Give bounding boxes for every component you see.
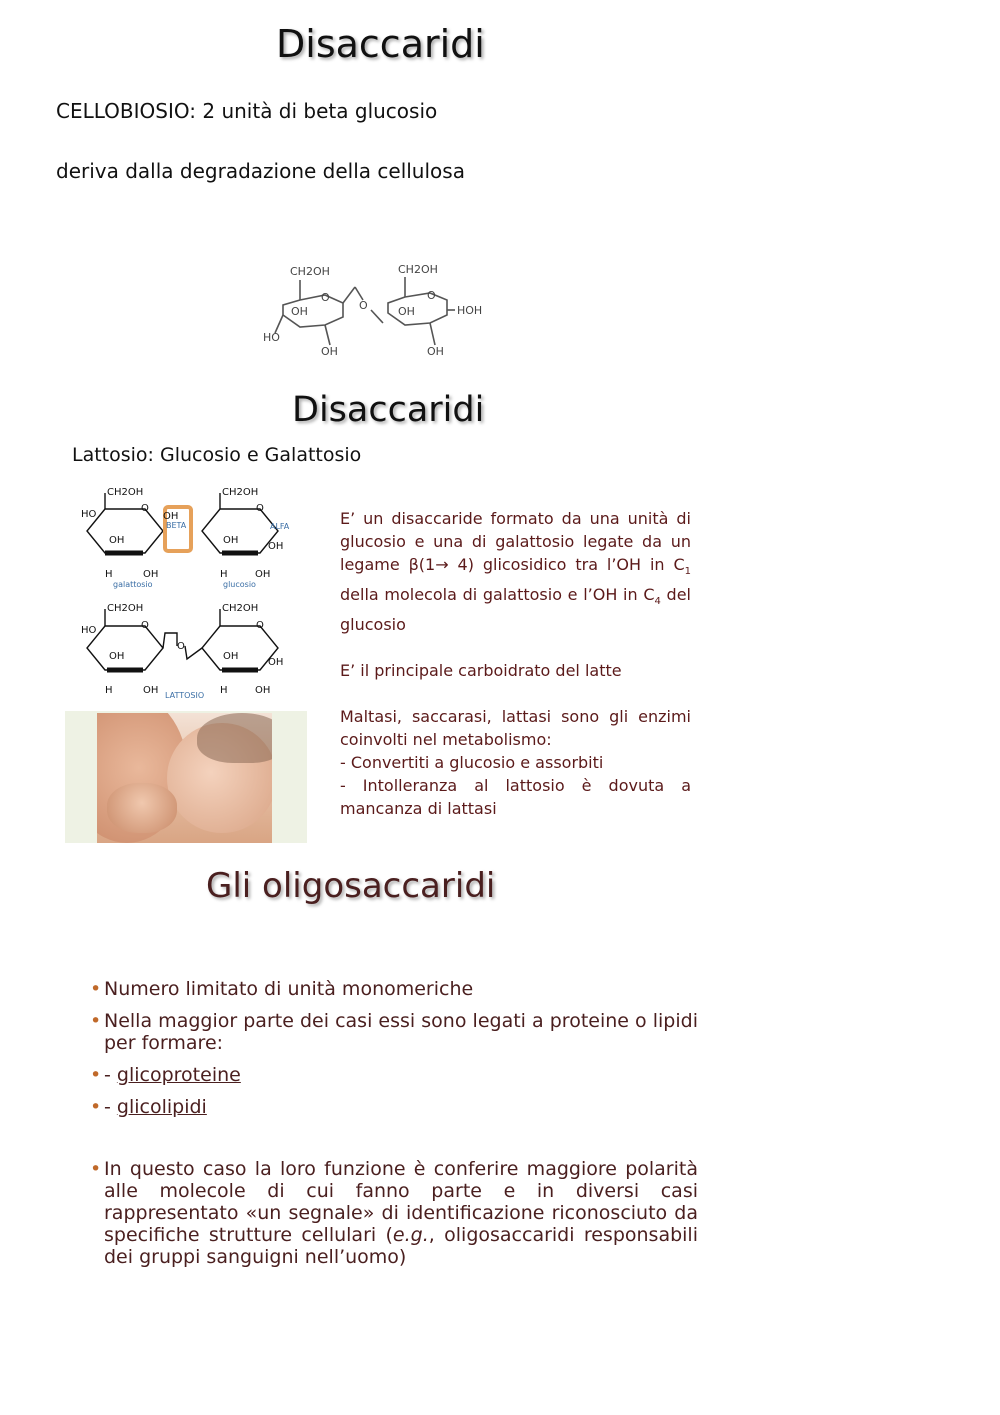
list-item — [90, 1064, 698, 1086]
oh-label: OH — [143, 685, 159, 696]
glicoproteine-prefix: - — [104, 1064, 117, 1086]
link-o: O — [359, 299, 368, 312]
beta-label: BETA — [166, 521, 187, 530]
h-label: H — [105, 569, 113, 580]
h-label: H — [105, 685, 113, 696]
ch2oh-label: CH2OH — [222, 603, 259, 614]
ch2oh-left-label: CH2OH — [290, 265, 330, 278]
lattosio-para-2: E’ il principale carboidrato del latte — [340, 661, 622, 681]
b5-text-em: e.g. — [392, 1224, 429, 1246]
oh-label: OH — [163, 511, 179, 522]
ho-left: HO — [263, 331, 280, 344]
para1-sub-2: 4 — [654, 596, 661, 608]
para1-sub-1: 1 — [684, 566, 691, 578]
lattosio-para-4: - Convertiti a glucosio e assorbiti — [340, 753, 604, 773]
link-o-label: O — [177, 641, 185, 652]
list-item — [90, 1158, 698, 1268]
para1-text-b: della molecola di galattosio e l’OH in C — [340, 585, 655, 605]
lattosio-subtitle: Lattosio: Glucosio e Galattosio — [72, 444, 362, 466]
oh-label: OH — [223, 651, 239, 662]
ch2oh-label: CH2OH — [107, 603, 144, 614]
ring-o-label: O — [256, 620, 264, 631]
glicolipidi-prefix: - — [104, 1096, 117, 1118]
h-label: H — [220, 685, 228, 696]
oh-right-inner: OH — [398, 305, 415, 318]
alfa-label: ALFA — [270, 522, 290, 531]
ch2oh-right-label: CH2OH — [398, 263, 438, 276]
b5-text-a: In questo caso la loro funzione è conferire maggiore polarità alle molecole di cui fanno parte e in diversi casi rappresentato «un segnale» di identificazione riconosciuto da specifiche strutture cellulari ( — [104, 1158, 698, 1246]
oh-label: OH — [268, 657, 284, 668]
ring-o-right: O — [427, 289, 436, 302]
oh-left-inner: OH — [291, 305, 308, 318]
para1-text-c: del glucosio — [340, 585, 691, 635]
galattosio-label: galattosio — [113, 580, 153, 589]
slide2-title: Disaccaridi — [292, 390, 485, 430]
glicolipidi-link[interactable]: glicolipidi — [116, 1096, 207, 1118]
list-item: • Nella maggior parte dei casi essi sono legati a proteine o lipidi per formare: — [90, 1010, 698, 1054]
oh-left-bottom: OH — [321, 345, 338, 358]
oh-label: OH — [109, 535, 125, 546]
cellulosa-line: deriva dalla degradazione della cellulosa — [56, 159, 465, 183]
oh-label: OH — [255, 569, 271, 580]
lattosio-para-1 — [340, 507, 691, 636]
lattosio-para-5: - Intolleranza al lattosio è dovuta a mancanza di lattasi — [340, 776, 691, 819]
list-item — [90, 1096, 698, 1118]
b5-text-b: , oligosaccaridi responsabili dei gruppi sanguigni nell’uomo) — [104, 1224, 698, 1268]
slide1-title: Disaccaridi — [276, 22, 485, 66]
cellobiosio-line: CELLOBIOSIO: 2 unità di beta glucosio — [56, 99, 438, 123]
h-label: H — [220, 569, 228, 580]
para1-text-a: E’ un disaccaride formato da una unità di glucosio e una di galattosio legate da un legame β(1→ 4) glicosidico tra l’OH in C — [340, 509, 691, 574]
oh-label: OH — [109, 651, 125, 662]
lattosio-label: LATTOSIO — [165, 691, 205, 700]
oh-label: OH — [223, 535, 239, 546]
oh-right-bottom: OH — [427, 345, 444, 358]
hoh-right: HOH — [457, 304, 483, 317]
oh-label: OH — [255, 685, 271, 696]
ring-o-label: O — [141, 503, 149, 514]
oh-label: OH — [268, 541, 284, 552]
ring-o-label: O — [141, 620, 149, 631]
ring-o-label: O — [256, 503, 264, 514]
lattosio-description — [340, 507, 691, 820]
baby-photo — [97, 713, 272, 843]
ch2oh-label: CH2OH — [107, 487, 144, 498]
glucosio-label: glucosio — [223, 580, 256, 589]
cellobiose-structure — [255, 255, 495, 370]
lactose-structure — [65, 481, 307, 711]
ch2oh-label: CH2OH — [222, 487, 259, 498]
ho-label: HO — [81, 625, 97, 636]
lactose-figure-panel — [65, 481, 307, 843]
glicoproteine-link[interactable]: glicoproteine — [116, 1064, 241, 1086]
ring-o-left: O — [321, 291, 330, 304]
lattosio-para-3: Maltasi, saccarasi, lattasi sono gli enzimi coinvolti nel metabolismo: — [340, 707, 691, 750]
oh-label: OH — [143, 569, 159, 580]
slide3-title: Gli oligosaccaridi — [206, 866, 496, 906]
list-item: • Numero limitato di unità monomeriche — [90, 978, 698, 1000]
ho-label: HO — [81, 509, 97, 520]
oligosaccaridi-list — [90, 978, 698, 1268]
